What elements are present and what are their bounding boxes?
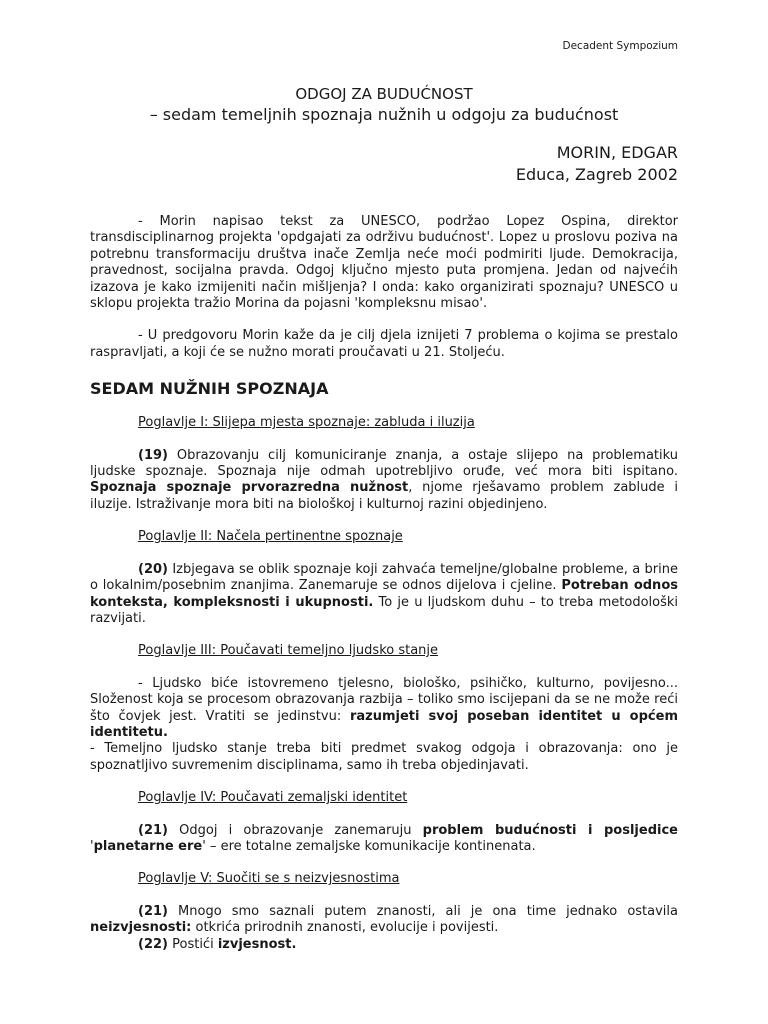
chapter-2-title: Poglavlje II: Načela pertinentne spoznaje [138,529,403,545]
emphasis: izvjesnost. [217,936,297,952]
title-block [90,84,678,126]
chapter-5-paragraph: (21) Mnogo smo saznali putem znanosti, ali je ona time jednako ostavila neizvjesnosti: otkrića prirodnih znanosti, evolucije i povijesti. [90,903,678,936]
document-subtitle: – sedam temeljnih spoznaja nužnih u odgoju za budućnost [149,105,619,124]
chapter-1-paragraph: (19) Obrazovanju cilj komuniciranje znanja, a ostaje slijepo na problematiku ljudske spoznaje. Spoznaja nije odmah upotrebljivo oruđe, već mora biti ispitano. Spoznaja spoznaje prvorazredna nužnost, njome rješavamo problem zablude i iluzije. Istraživanje mora biti na biološkoj i kulturnoj razini objedinjeno. [90,447,678,512]
chapter-4-title: Poglavlje IV: Poučavati zemaljski identitet [138,790,408,806]
intro-paragraph-1: - Morin napisao tekst za UNESCO, podržao Lopez Ospina, direktor transdisciplinarnog projekta 'opdgajati za održivu budućnost'. Lopez u proslovu poziva na potrebnu transformaciju društva inače Zemlja neće moći podmiriti ljude. Demokracija, pravednost, socijalna pravda. Odgoj ključno mjesto puta promjena. Jedan od najvećih izazova je kako izmijeniti način mišljenja? I onda: kako organizirati spoznaju? UNESCO u sklopu projekta tražio Morina da pojasni 'kompleksnu misao'. [90,214,678,312]
page-ref: (21) [138,822,168,838]
page-ref: (19) [138,447,168,463]
chapter-4-paragraph: (21) Odgoj i obrazovanje zanemaruju problem budućnosti i posljedice 'planetarne ere' – ere totalne zemaljske komunikacije kontinenata. [90,822,678,854]
author-name: MORIN, EDGAR [556,143,678,162]
page-ref: (22) [138,936,168,952]
section-heading: SEDAM NUŽNIH SPOZNAJA [90,379,329,399]
author-block [516,142,678,186]
page-ref: (20) [138,561,168,577]
page-ref: (21) [138,903,168,919]
document-title: ODGOJ ZA BUDUĆNOST [295,85,473,103]
emphasis: Potreban odnos konteksta, kompleksnosti i ukupnosti. [90,578,678,610]
chapter-1-title: Poglavlje I: Slijepa mjesta spoznaje: zabluda i iluzija [138,415,475,431]
emphasis: Spoznaja spoznaje prvorazredna nužnost [90,480,409,496]
running-header: Decadent Sympozium [562,40,678,52]
emphasis: problem budućnosti i posljedice [422,822,678,838]
chapter-3-paragraph: - Ljudsko biće istovremeno tjelesno, biološko, psihičko, kulturno, povijesno... Složenost koja se procesom obrazovanja razbija – toliko smo iscijepani da se ne može reći što čovjek jest. Vratiti se jedinstvu: razumjeti svoj poseban identitet u općem identitetu. [90,675,678,740]
emphasis: neizvjesnosti: [90,920,192,936]
publisher-line: Educa, Zagreb 2002 [515,165,678,184]
emphasis: planetarne ere [93,838,203,854]
intro-paragraph-2: - U predgovoru Morin kaže da je cilj djela iznijeti 7 problema o kojima se prestalo raspravljati, a koji će se nužno morati proučavati u 21. Stoljeću. [90,328,678,360]
emphasis: razumjeti svoj poseban identitet u općem identitetu. [90,708,678,740]
document-body [90,214,678,953]
chapter-3-paragraph-2: - Temeljno ljudsko stanje treba biti predmet svakog odgoja i obrazovanja: ono je spoznatljivo suvremenim disciplinama, samo ih treba objedinjavati. [90,741,678,773]
chapter-2-paragraph: (20) Izbjegava se oblik spoznaje koji zahvaća temeljne/globalne probleme, a brine o lokalnim/posebnim znanjima. Zanemaruje se odnos dijelova i cjeline. Potreban odnos konteksta, kompleksnosti i ukupnosti. To je u ljudskom duhu – to treba metodološki razvijati. [90,561,678,626]
chapter-3-title: Poglavlje III: Poučavati temeljno ljudsko stanje [138,643,439,659]
chapter-5-paragraph-2: (22) Postići izvjesnost. [138,936,297,952]
chapter-5-title: Poglavlje V: Suočiti se s neizvjesnostima [138,871,400,887]
